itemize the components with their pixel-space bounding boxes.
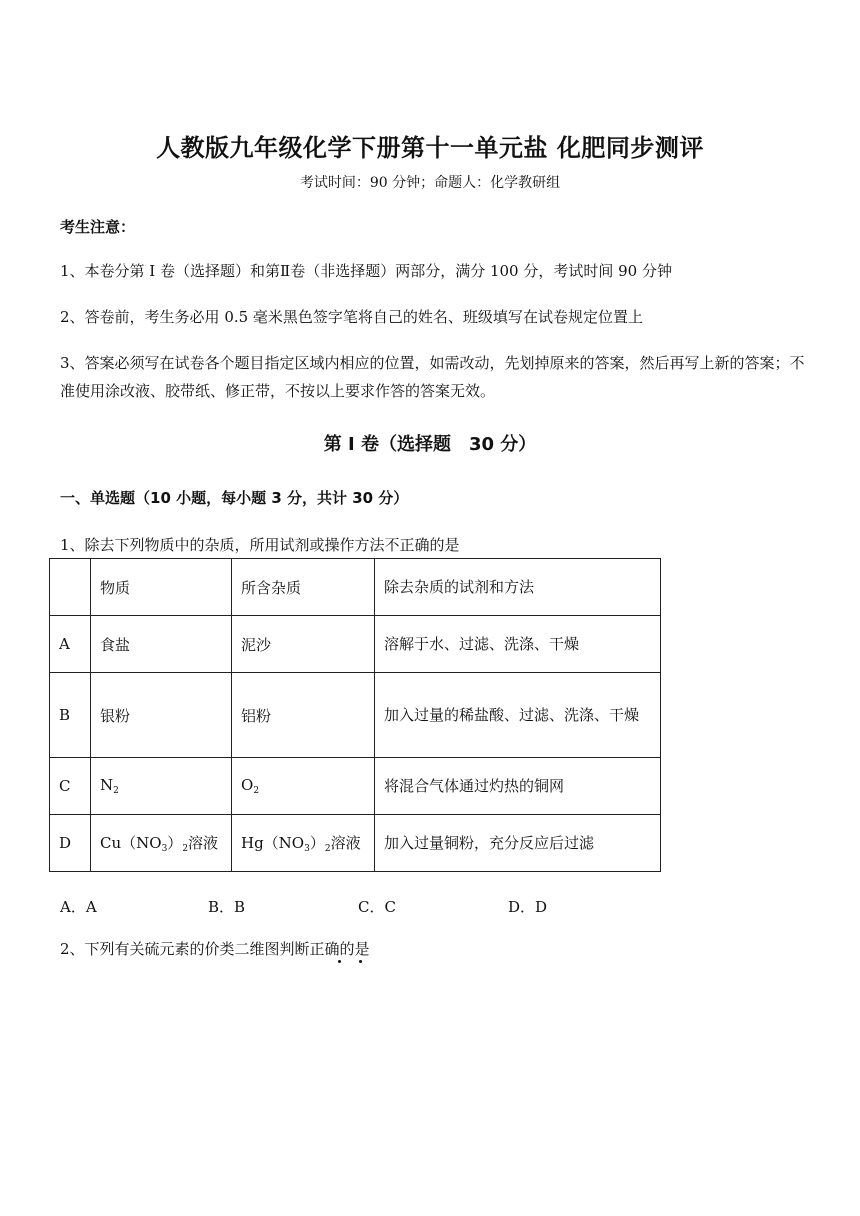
substance-cell: 银粉 xyxy=(91,673,232,758)
formula-subscript: 2 xyxy=(113,786,119,796)
option-c: C．C xyxy=(358,898,396,916)
impurity-cell xyxy=(232,758,375,815)
option-a: A．A xyxy=(60,898,97,916)
question-1-table xyxy=(49,558,661,872)
formula-subscript: 2 xyxy=(253,786,260,796)
table-header-row xyxy=(50,559,661,616)
row-label: A xyxy=(50,616,91,673)
section-title: 第 I 卷（选择题 30 分） xyxy=(323,434,537,455)
method-cell: 将混合气体通过灼热的铜网 xyxy=(375,758,661,815)
substance-cell: 食盐 xyxy=(91,616,232,673)
formula-text: N xyxy=(100,776,114,794)
impurity-cell: 泥沙 xyxy=(232,616,375,673)
row-label: B xyxy=(50,673,91,758)
method-cell: 溶解于水、过滤、洗涤、干燥 xyxy=(375,616,661,673)
exam-title: 人教版九年级化学下册第十一单元盐 化肥同步测评 xyxy=(156,134,704,162)
question-2-stem: 2、下列有关硫元素的价类二维图判断正确的是 xyxy=(60,940,370,958)
emphasis-dot xyxy=(359,960,362,963)
formula-text: 溶液 xyxy=(330,834,361,852)
method-cell: 加入过量铜粉，充分反应后过滤 xyxy=(375,815,661,872)
option-d: D．D xyxy=(508,898,548,916)
table-header-cell: 所含杂质 xyxy=(232,559,375,616)
notice-item-1: 1、本卷分第 I 卷（选择题）和第Ⅱ卷（非选择题）两部分，满分 100 分，考试时间 90 分钟 xyxy=(60,262,672,280)
emphasis-dots xyxy=(338,960,362,963)
table-row xyxy=(50,616,661,673)
substance-cell xyxy=(91,815,232,872)
notice-item-3: 3、答案必须写在试卷各个题目指定区域内相应的位置，如需改动，先划掉原来的答案，然后再写上新的答案；不准使用涂改液、胶带纸、修正带，不按以上要求作答的答案无效。 xyxy=(60,354,805,400)
option-b: B．B xyxy=(208,898,246,916)
table-row xyxy=(50,673,661,758)
table-header-cell: 除去杂质的试剂和方法 xyxy=(375,559,661,616)
notice-heading: 考生注意： xyxy=(60,218,136,236)
formula-text: ） xyxy=(167,834,183,852)
formula-subscript: 2 xyxy=(324,844,331,854)
impurity-cell: 铝粉 xyxy=(232,673,375,758)
substance-cell xyxy=(91,758,232,815)
table-header-cell xyxy=(50,559,91,616)
formula-text: 溶液 xyxy=(188,834,219,852)
formula-subscript: 2 xyxy=(182,844,189,854)
notice-item-2: 2、答卷前，考生务必用 0.5 毫米黑色签字笔将自己的姓名、班级填写在试卷规定位置上 xyxy=(60,308,643,326)
method-cell: 加入过量的稀盐酸、过滤、洗涤、干燥 xyxy=(375,673,661,758)
formula-subscript: 3 xyxy=(304,844,310,854)
question-1-stem: 1、除去下列物质中的杂质，所用试剂或操作方法不正确的是 xyxy=(60,536,460,554)
formula-text: Cu（NO xyxy=(100,834,162,852)
table-header-cell: 物质 xyxy=(91,559,232,616)
formula-text: O xyxy=(241,776,254,794)
emphasis-dot xyxy=(338,960,341,963)
impurity-cell xyxy=(232,815,375,872)
table-row xyxy=(50,815,661,872)
table-row xyxy=(50,758,661,815)
formula-text: ） xyxy=(309,834,325,852)
part-heading: 一、单选题（10 小题，每小题 3 分，共计 30 分） xyxy=(60,489,409,507)
formula-text: Hg（NO xyxy=(241,834,305,852)
row-label: D xyxy=(50,815,91,872)
row-label: C xyxy=(50,758,91,815)
formula-subscript: 3 xyxy=(161,844,168,854)
exam-subtitle: 考试时间：90 分钟；命题人：化学教研组 xyxy=(299,175,561,191)
